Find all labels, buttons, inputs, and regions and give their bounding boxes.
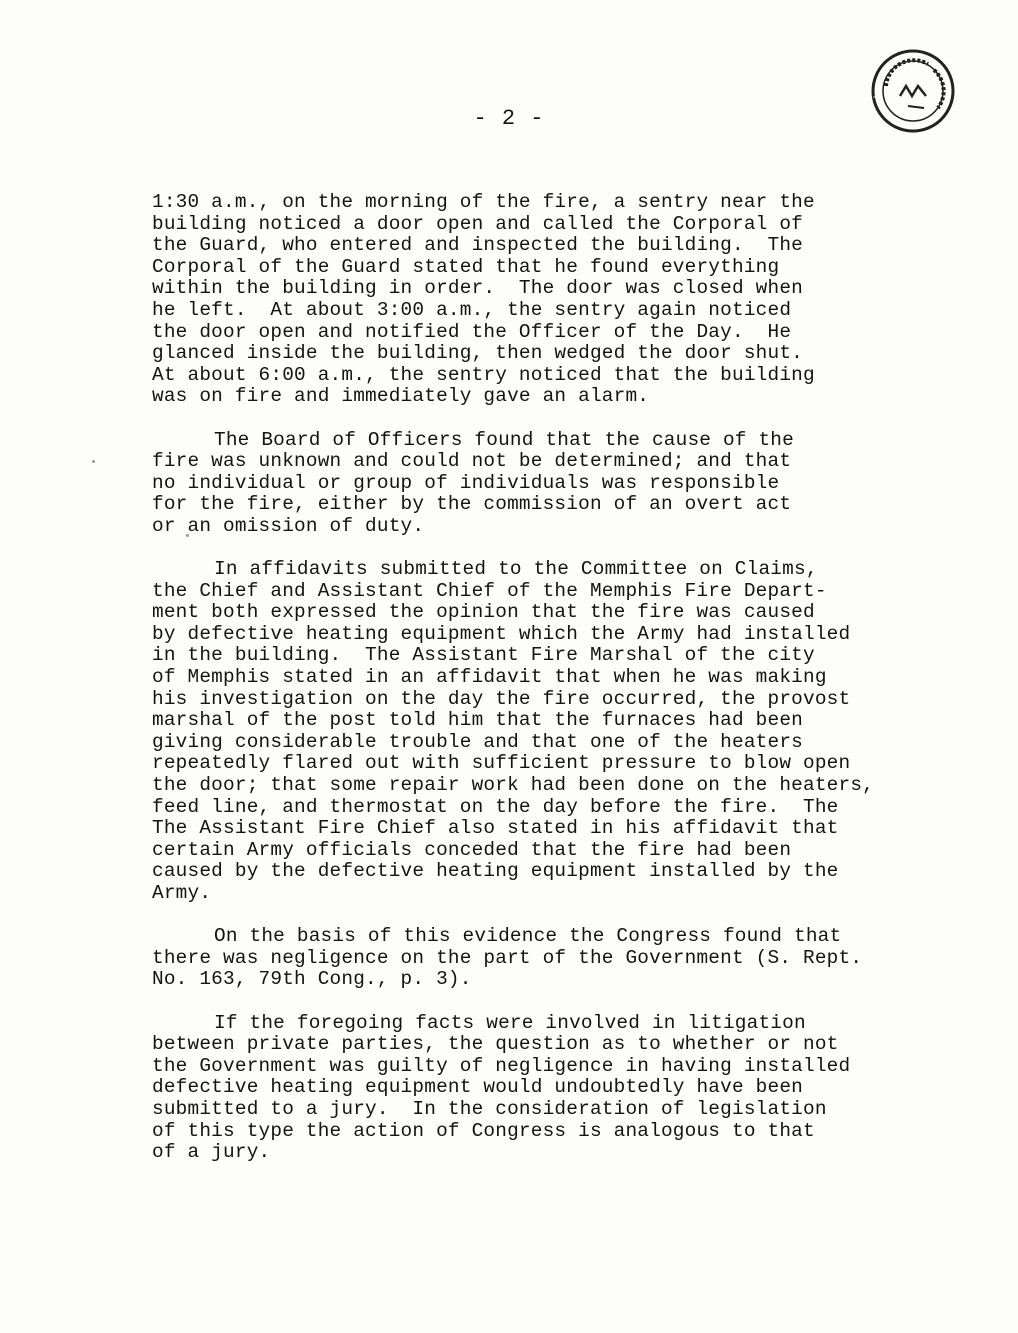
scan-speck [873,96,875,98]
text-line: submitted to a jury. In the consideration of legislation [152,1097,827,1120]
text-line: or an omission of duty. [152,514,425,537]
text-line: marshal of the post told him that the furnaces had been [152,709,803,732]
text-line: feed line, and thermostat on the day before the fire. The [152,795,839,818]
text-line: by defective heating equipment which the Army had installed [152,622,851,645]
text-line: the Government was guilty of negligence in having installed [152,1054,851,1077]
text-line: Corporal of the Guard stated that he found everything [152,255,780,278]
text-line: certain Army officials conceded that the fire had been [152,838,792,861]
text-line: 1:30 a.m., on the morning of the fire, a sentry near the [152,191,815,213]
text-line: his investigation on the day the fire occurred, the provost [152,687,851,710]
text-line: Army. [152,882,212,904]
text-line: glanced inside the building, then wedged the door shut. [152,342,803,365]
document-body [152,192,952,1185]
text-line: In affidavits submitted to the Committee on Claims, [214,558,818,581]
scan-speck [92,460,95,463]
text-line: of Memphis stated in an affidavit that when he was making [152,666,827,689]
text-line: The Assistant Fire Chief also stated in his affidavit that [152,817,839,840]
text-line: in the building. The Assistant Fire Marshal of the city [152,644,815,667]
text-line: was on fire and immediately gave an alarm. [152,385,650,408]
paragraph [152,1013,952,1164]
text-line: of this type the action of Congress is analogous to that [152,1119,815,1142]
text-line: the door; that some repair work had been done on the heaters, [152,774,875,797]
page-number: - 2 - [473,106,545,131]
text-line: At about 6:00 a.m., the sentry noticed that the building [152,363,815,386]
text-line: the Guard, who entered and inspected the building. The [152,234,803,257]
text-line: caused by the defective heating equipment installed by the [152,860,839,883]
text-line: between private parties, the question as to whether or not [152,1033,839,1056]
text-line: If the foregoing facts were involved in litigation [214,1011,806,1034]
text-line: he left. At about 3:00 a.m., the sentry again noticed [152,298,792,321]
paragraph [152,192,952,408]
text-line: the Chief and Assistant Chief of the Memphis Fire Depart- [152,579,827,602]
text-line: On the basis of this evidence the Congress found that [214,925,842,948]
paragraph [152,559,952,905]
text-line: defective heating equipment would undoubtedly have been [152,1076,803,1099]
text-line: building noticed a door open and called the Corporal of [152,212,803,235]
text-line: The Board of Officers found that the cause of the [214,428,794,451]
text-line: No. 163, 79th Cong., p. 3). [152,968,472,991]
text-line: for the fire, either by the commission of an overt act [152,493,792,516]
text-line: of a jury. [152,1141,271,1164]
text-line: ment both expressed the opinion that the fire was caused [152,601,815,624]
paragraph [152,926,952,991]
text-line: there was negligence on the part of the Government (S. Rept. [152,946,863,969]
text-line: fire was unknown and could not be determined; and that [152,450,792,473]
text-line: the door open and notified the Officer of the Day. He [152,320,792,343]
text-line: repeatedly flared out with sufficient pressure to blow open [152,752,851,775]
paragraph [152,430,952,538]
text-line: no individual or group of individuals was responsible [152,471,780,494]
text-line: within the building in order. The door was closed when [152,277,803,300]
text-line: giving considerable trouble and that one of the heaters [152,730,803,753]
